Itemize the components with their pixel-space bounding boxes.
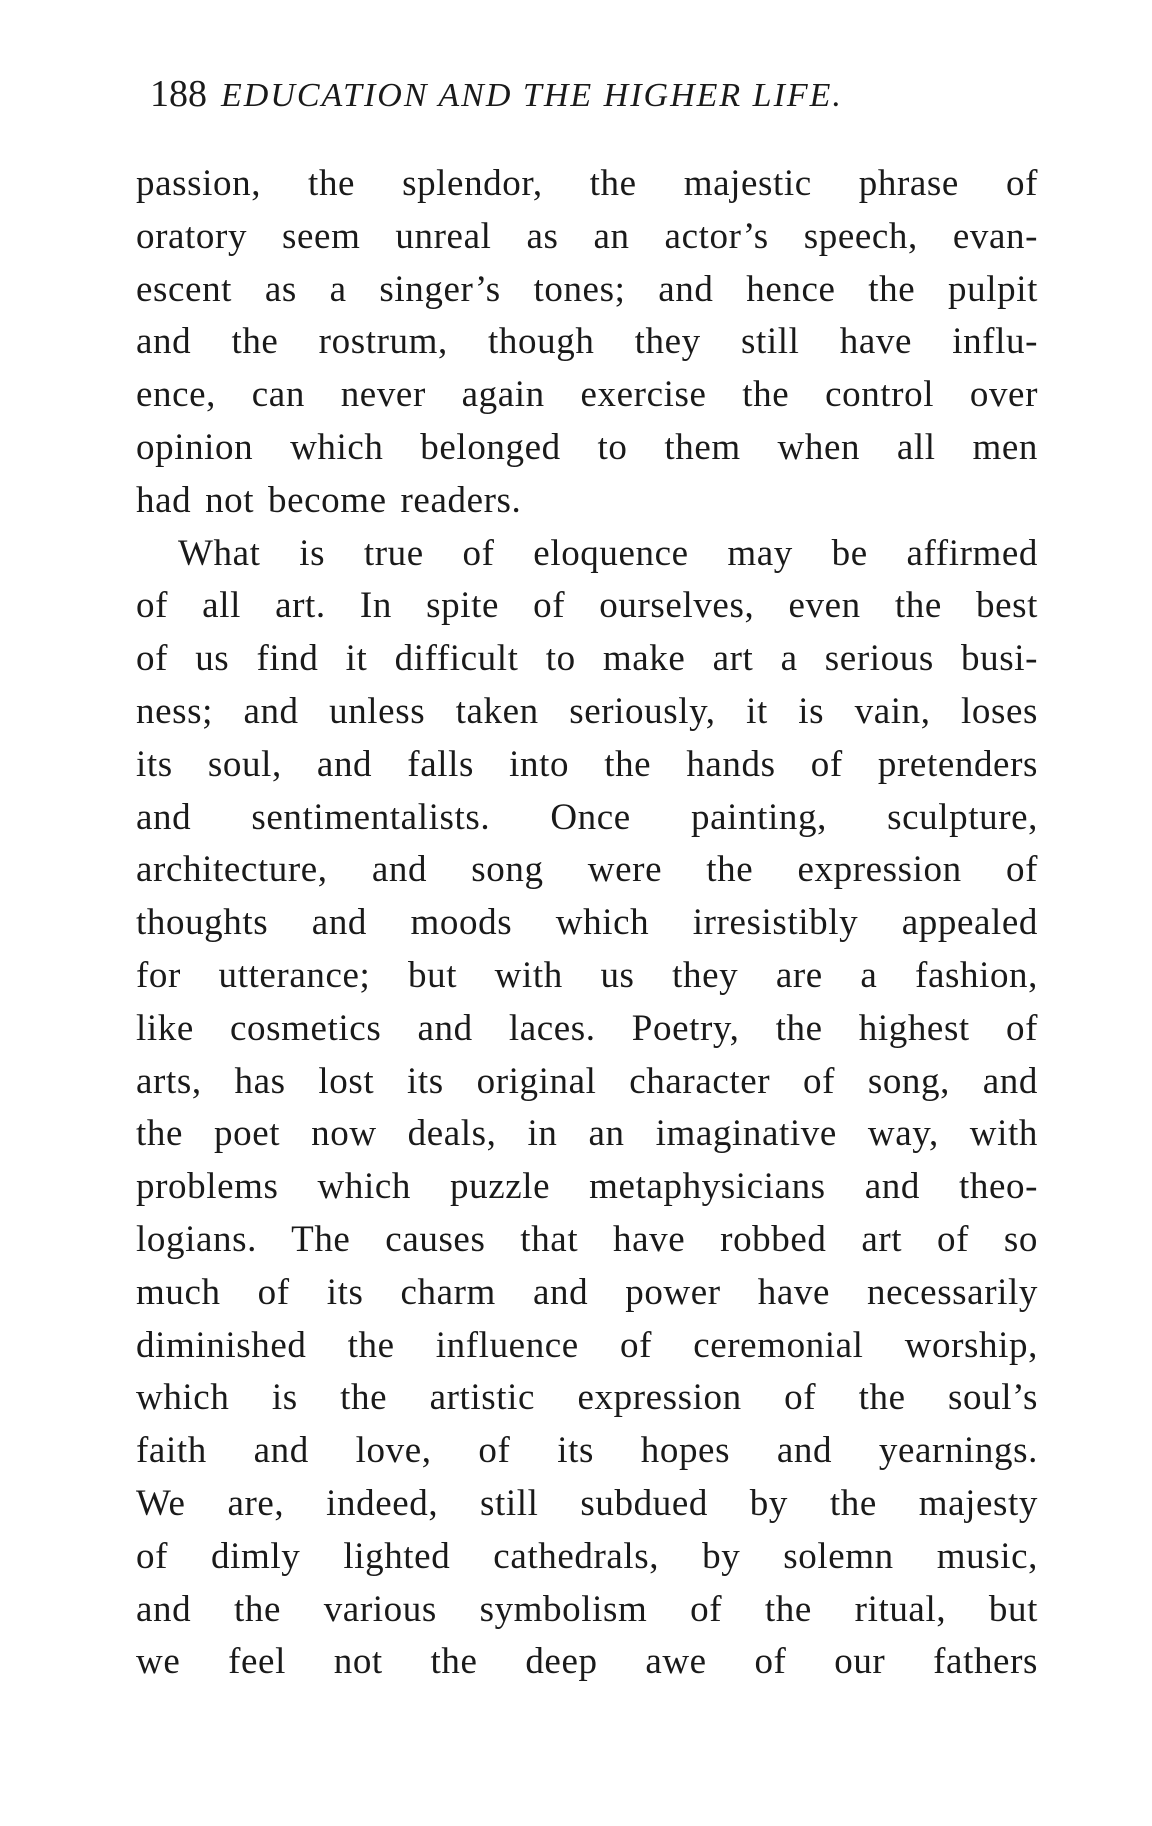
text-line: oratory seem unreal as an actor’s speech, evan- bbox=[136, 215, 1038, 257]
text-line: much of its charm and power have necessarily bbox=[136, 1271, 1038, 1313]
text-line: and sentimentalists. Once painting, sculpture, bbox=[136, 796, 1038, 838]
text-line: for utterance; but with us they are a fashion, bbox=[136, 954, 1038, 996]
text-line: the poet now deals, in an imaginative way, with bbox=[136, 1113, 1038, 1155]
text-line: diminished the influence of ceremonial worship, bbox=[136, 1324, 1038, 1366]
text-line: escent as a singer’s tones; and hence the pulpit bbox=[136, 268, 1038, 310]
text-line: its soul, and falls into the hands of pretenders bbox=[136, 743, 1038, 785]
text-line: of dimly lighted cathedrals, by solemn music, bbox=[136, 1535, 1038, 1577]
text-line: which is the artistic expression of the soul’s bbox=[136, 1377, 1038, 1419]
page-number: 188 bbox=[150, 73, 207, 115]
text-line: opinion which belonged to them when all men bbox=[136, 426, 1038, 468]
text-line: of all art. In spite of ourselves, even the best bbox=[136, 585, 1038, 627]
text-line: passion, the splendor, the majestic phrase of bbox=[136, 163, 1038, 204]
text-line: problems which puzzle metaphysicians and theo- bbox=[136, 1166, 1038, 1208]
text-line: like cosmetics and laces. Poetry, the highest of bbox=[136, 1007, 1038, 1049]
text-line: we feel not the deep awe of our fathers bbox=[136, 1641, 1038, 1683]
text-line: and the rostrum, though they still have influ- bbox=[136, 321, 1038, 363]
text-line: ence, can never again exercise the control over bbox=[136, 374, 1038, 416]
text-line: arts, has lost its original character of song, and bbox=[136, 1060, 1038, 1102]
text-line: faith and love, of its hopes and yearnings. bbox=[136, 1430, 1038, 1472]
running-header bbox=[150, 72, 970, 116]
text-line: logians. The causes that have robbed art of so bbox=[136, 1218, 1038, 1260]
text-line: had not become readers. bbox=[136, 479, 522, 521]
text-line: ness; and unless taken seriously, it is vain, loses bbox=[136, 690, 1038, 732]
text-line: architecture, and song were the expression of bbox=[136, 849, 1038, 891]
text-line: and the various symbolism of the ritual, but bbox=[136, 1588, 1038, 1630]
text-line: We are, indeed, still subdued by the majesty bbox=[136, 1482, 1038, 1524]
running-title: EDUCATION AND THE HIGHER LIFE. bbox=[221, 77, 843, 114]
text-line: thoughts and moods which irresistibly appealed bbox=[136, 902, 1038, 944]
page-body-text bbox=[136, 158, 1038, 1689]
text-line: What is true of eloquence may be affirmed bbox=[178, 532, 1038, 574]
text-line: of us find it difficult to make art a serious busi- bbox=[136, 638, 1038, 680]
